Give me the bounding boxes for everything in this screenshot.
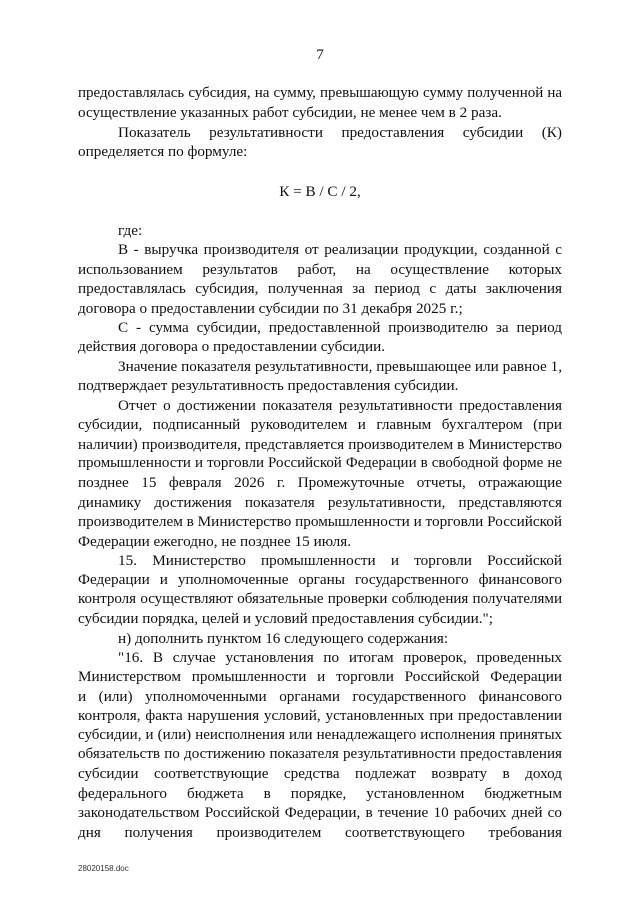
text-line: дня получения производителем соответствующего требования [78, 823, 562, 841]
page-number: 7 [316, 47, 324, 63]
document-body [78, 84, 562, 842]
text-line: В - выручка производителя от реализации продукции, созданной с [118, 241, 562, 259]
text-line: осуществление указанных работ субсидии, не менее чем в 2 раза. [78, 104, 502, 122]
text-line: контроля осуществляют обязательные проверки соблюдения получателями [78, 590, 562, 607]
paragraph-indicator-definition [78, 123, 562, 162]
text-line: действия договора о предоставлении субсидии. [78, 338, 386, 356]
text-line: определяется по формуле: [78, 143, 248, 161]
text-line: субсидии, и (или) неисполнения или ненадлежащего исполнения принятых [78, 726, 562, 743]
text-line: подтверждает результативность предоставления субсидии. [78, 377, 459, 395]
text-line: наличии) производителя, представляется производителем в Министерство [78, 435, 562, 453]
text-line: Федерации ежегодно, не позднее 15 июля. [78, 532, 352, 550]
paragraph-clause-15 [78, 551, 562, 629]
text-line: 15. Министерство промышленности и торговли Российской [118, 551, 562, 569]
text-line: субсидии, подписанный руководителем и главным бухгалтером (при [78, 416, 562, 434]
text-line: Показатель результативности предоставления субсидии (К) [118, 123, 562, 141]
text-line: законодательством Российской Федерации, в течение 10 рабочих дней со [78, 804, 562, 822]
formula: К = В / С / 2, [279, 182, 361, 200]
text-line: контроля, факта нарушения условий, установленных при предоставлении [78, 707, 562, 725]
text-line: Министерством промышленности и торговли Российской Федерации [78, 668, 562, 686]
text-line: использованием результатов работ, на осуществление которых [78, 260, 562, 278]
text-line: "16. В случае установления по итогам проверок, проведенных [118, 648, 562, 666]
text-line: и (или) уполномоченными органами государственного финансового [78, 687, 562, 705]
text-line: Значение показателя результативности, превышающее или равное 1, [118, 357, 562, 375]
text-line: Федерации и уполномоченные органы государственного финансового [78, 571, 562, 589]
text-line: промышленности и торговли Российской Федерации в свободной форме не [78, 454, 562, 471]
paragraph-indicator-value [78, 357, 562, 396]
paragraph-variable-b [78, 240, 562, 318]
text-line: Отчет о достижении показателя результативности предоставления [118, 396, 562, 414]
text-line: обязательств по достижению показателя результативности предоставления [78, 746, 562, 762]
paragraph-clause-16 [78, 648, 562, 842]
where-label: где: [118, 222, 143, 240]
text-line: субсидии порядка, целей и условий предоставления субсидии."; [78, 610, 493, 628]
text-line: С - сумма субсидии, предоставленной производителю за период [118, 319, 562, 337]
text-line: субсидии соответствующие средства подлежат возврату в доход [78, 765, 562, 783]
paragraph-variable-c [78, 318, 562, 357]
paragraph-subsidy-continuation [78, 84, 562, 123]
text-line: позднее 15 февраля 2026 г. Промежуточные отчеты, отражающие [78, 474, 562, 492]
text-line: н) дополнить пунктом 16 следующего содержания: [118, 629, 449, 647]
text-line: предоставлялась субсидия, полученная за период с даты заключения [78, 280, 562, 298]
document-filename: 28020158.doc [78, 864, 129, 873]
text-line: предоставлялась субсидия, на сумму, превышающую сумму полученной на [78, 85, 562, 101]
text-line: федерального бюджета в порядке, установленном бюджетным [78, 784, 562, 802]
text-line: динамику достижения показателя результативности, представляются [78, 493, 562, 511]
text-line: производителем в Министерство промышленности и торговли Российской [78, 513, 562, 531]
text-line: договора о предоставлении субсидии по 31 декабря 2025 г.; [78, 299, 463, 317]
paragraph-amendment-n [78, 629, 562, 648]
paragraph-report [78, 396, 562, 551]
